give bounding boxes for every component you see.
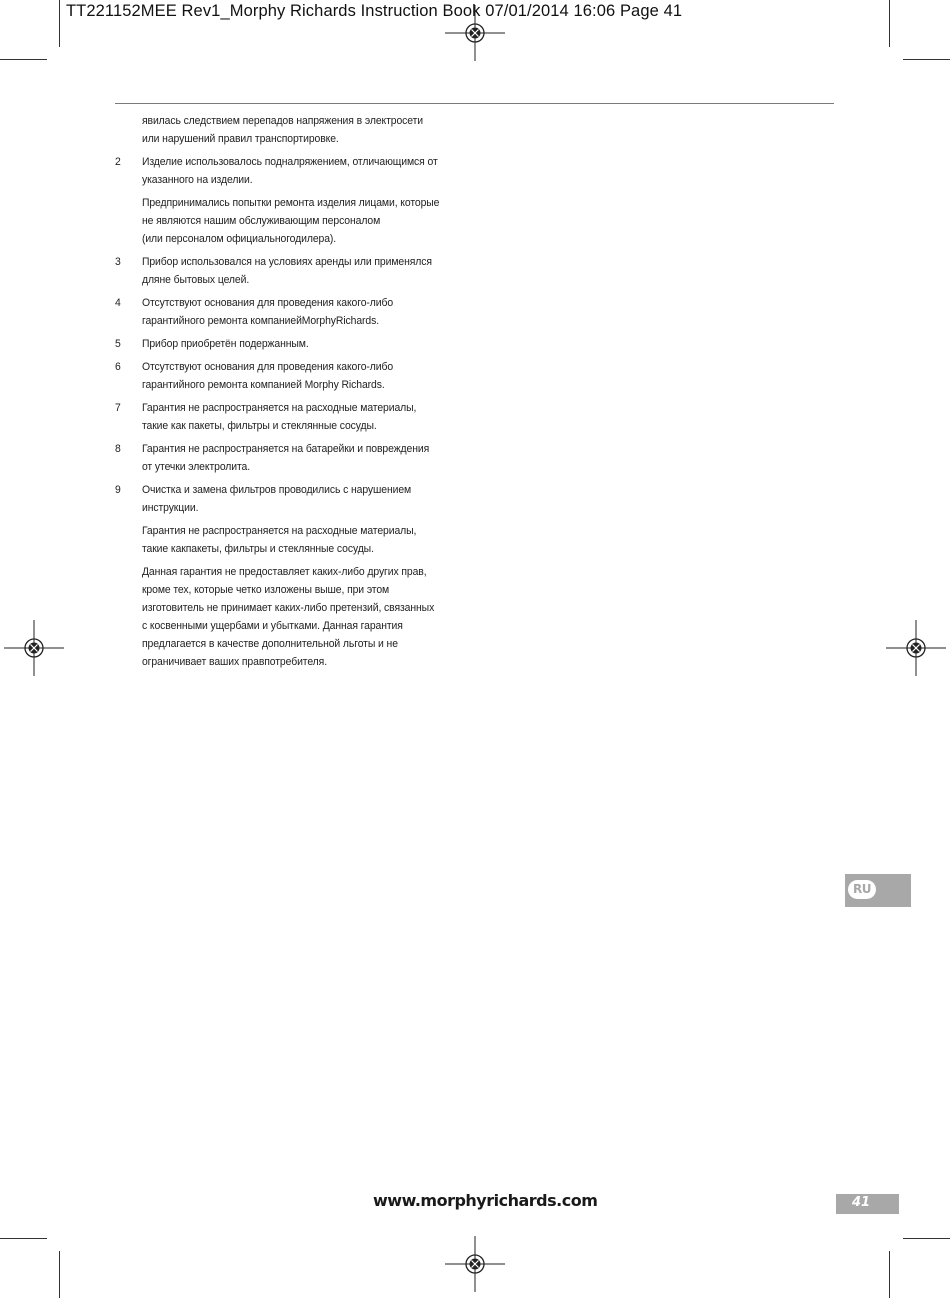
- item-text-line: Прибор приобретён подержанным.: [141, 338, 309, 350]
- website-footer: www.morphyrichards.com: [373, 1191, 598, 1210]
- item-text-line: Предпринимались попытки ремонта изделия лицами, которые: [141, 197, 440, 209]
- list-item: [115, 253, 450, 289]
- crop-mark: [903, 59, 950, 60]
- page-number: 41: [851, 1195, 871, 1210]
- item-text-line: с косвенными ущербами и убытками. Данная гарантия: [141, 620, 403, 632]
- crop-mark: [889, 0, 890, 47]
- warranty-conditions-text: [115, 112, 450, 676]
- print-slug-line: TT221152MEE Rev1_Morphy Richards Instruction Book 07/01/2014 16:06 Page 41: [66, 2, 683, 20]
- item-text-line: или нарушений правил транспортировке.: [141, 133, 339, 145]
- list-item: [115, 563, 450, 671]
- language-tab: [845, 874, 911, 907]
- item-text-line: Отсутствуют основания для проведения какого-либо: [141, 297, 394, 309]
- item-number: 6: [115, 361, 121, 373]
- item-text-line: такие как пакеты, фильтры и стеклянные сосуды.: [141, 420, 377, 432]
- item-text-line: гарантийного ремонта компанией Morphy Richards.: [141, 379, 385, 391]
- item-text-line: кроме тех, которые четко изложены выше, при этом: [141, 584, 390, 596]
- list-item: [115, 522, 450, 558]
- page-number-tab: [836, 1194, 899, 1214]
- item-text-line: предлагается в качестве дополнительной льготы и не: [141, 638, 398, 650]
- item-text-line: указанного на изделии.: [141, 174, 253, 186]
- item-text-line: Изделие использовалось подналряжением, отличающимся от: [141, 156, 438, 168]
- item-text-line: инструкции.: [141, 502, 199, 514]
- item-text-line: (или персоналом официальногодилера).: [141, 233, 337, 245]
- list-item: [115, 481, 450, 517]
- list-item: [115, 399, 450, 435]
- item-text-line: Гарантия не распространяется на расходные материалы,: [141, 525, 417, 537]
- list-item: [115, 153, 450, 189]
- item-number: 2: [115, 156, 121, 168]
- item-text-line: дляне бытовых целей.: [141, 274, 250, 286]
- list-item: [115, 112, 450, 148]
- item-number: 4: [115, 297, 121, 309]
- list-item: [115, 358, 450, 394]
- crop-mark: [59, 0, 60, 47]
- item-text-line: такие какпакеты, фильтры и стеклянные сосуды.: [141, 543, 374, 555]
- crop-mark: [59, 1251, 60, 1298]
- item-text-line: Гарантия не распространяется на расходные материалы,: [141, 402, 417, 414]
- list-item: [115, 440, 450, 476]
- registration-mark-icon: [445, 3, 505, 63]
- list-item: [115, 294, 450, 330]
- header-rule: [115, 103, 834, 104]
- item-number: 8: [115, 443, 121, 455]
- crop-mark: [0, 59, 47, 60]
- crop-mark: [903, 1238, 950, 1239]
- item-number: 9: [115, 484, 121, 496]
- crop-mark: [0, 1238, 47, 1239]
- registration-mark-icon: [886, 618, 946, 678]
- item-text-line: Отсутствуют основания для проведения какого-либо: [141, 361, 394, 373]
- item-text-line: Гарантия не распространяется на батарейки и повреждения: [141, 443, 430, 455]
- item-text-line: Прибор использовался на условиях аренды или применялся: [141, 256, 432, 268]
- item-text-line: не являются нашим обслуживающим персоналом: [141, 215, 381, 227]
- item-number: 3: [115, 256, 121, 268]
- crop-mark: [889, 1251, 890, 1298]
- item-number: 5: [115, 338, 121, 350]
- list-item: [115, 335, 450, 353]
- registration-mark-icon: [4, 618, 64, 678]
- language-badge: RU: [848, 880, 876, 899]
- item-text-line: гарантийного ремонта компаниейMorphyRichards.: [141, 315, 380, 327]
- item-text-line: ограничивает ваших правпотребителя.: [141, 656, 328, 668]
- item-text-line: Данная гарантия не предоставляет каких-либо других прав,: [141, 566, 427, 578]
- item-text-line: изготовитель не принимает каких-либо претензий, связанных: [141, 602, 435, 614]
- item-number: 7: [115, 402, 121, 414]
- registration-mark-icon: [445, 1234, 505, 1294]
- list-item: [115, 194, 450, 248]
- item-text-line: от утечки электролита.: [141, 461, 251, 473]
- item-text-line: явилась следствием перепадов напряжения в электросети: [141, 115, 424, 127]
- item-text-line: Очистка и замена фильтров проводились с нарушением: [141, 484, 412, 496]
